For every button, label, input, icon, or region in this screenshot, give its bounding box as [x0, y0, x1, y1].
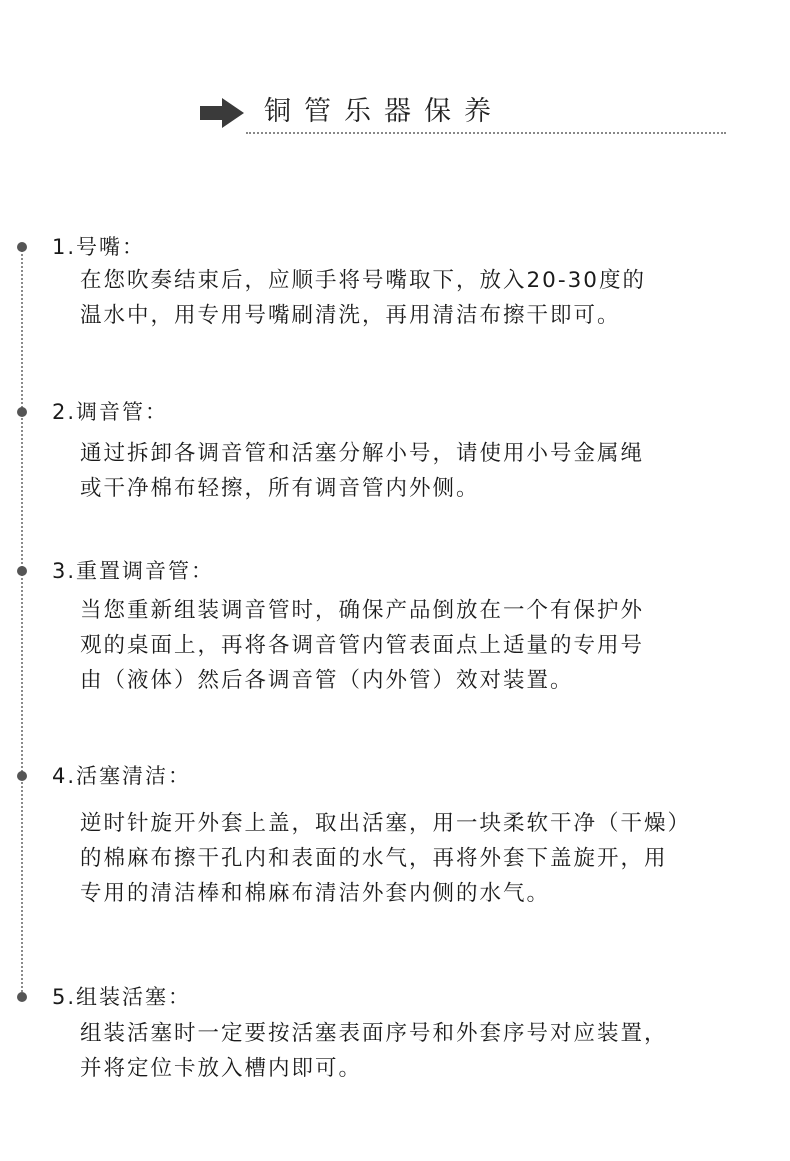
body-line: 观的桌面上，再将各调音管内管表面点上适量的专用号 — [80, 633, 645, 658]
body-line: 并将定位卡放入槽内即可。 — [80, 1056, 363, 1081]
section-heading: 3.重置调音管： — [52, 559, 215, 583]
section-heading: 2.调音管： — [52, 400, 169, 424]
body-line: 温水中，用专用号嘴刷清洗，再用清洁布擦干即可。 — [80, 303, 621, 328]
section-body — [80, 806, 770, 911]
section-heading: 5.组装活塞： — [52, 985, 192, 1009]
title-underline — [246, 132, 726, 134]
section-heading: 4.活塞清洁： — [52, 764, 192, 788]
timeline-dot — [17, 242, 27, 252]
body-line: 当您重新组装调音管时，确保产品倒放在一个有保护外 — [80, 598, 645, 623]
section-body — [80, 436, 770, 506]
section-body — [80, 593, 770, 698]
arrow-right-icon — [200, 98, 244, 128]
body-line: 组装活塞时一定要按活塞表面序号和外套序号对应装置， — [80, 1021, 668, 1046]
section-heading: 1.号嘴： — [52, 235, 146, 259]
body-line: 通过拆卸各调音管和活塞分解小号，请使用小号金属绳 — [80, 441, 645, 466]
timeline-dot — [17, 566, 27, 576]
body-line: 或干净棉布轻擦，所有调音管内外侧。 — [80, 476, 480, 501]
timeline-line — [21, 243, 23, 995]
body-line: 专用的清洁棒和棉麻布清洁外套内侧的水气。 — [80, 881, 551, 906]
body-line: 在您吹奏结束后，应顺手将号嘴取下，放入20-30度的 — [80, 268, 646, 293]
body-line: 的棉麻布擦干孔内和表面的水气，再将外套下盖旋开，用 — [80, 846, 668, 871]
timeline-dot — [17, 771, 27, 781]
page-title: 铜管乐器保养 — [264, 96, 504, 127]
timeline-dot — [17, 992, 27, 1002]
section-body — [80, 263, 770, 333]
timeline-dot — [17, 407, 27, 417]
section-body — [80, 1016, 770, 1086]
body-line: 由（液体）然后各调音管（内外管）效对装置。 — [80, 668, 574, 693]
body-line: 逆时针旋开外套上盖，取出活塞，用一块柔软干净（干燥） — [80, 811, 692, 836]
